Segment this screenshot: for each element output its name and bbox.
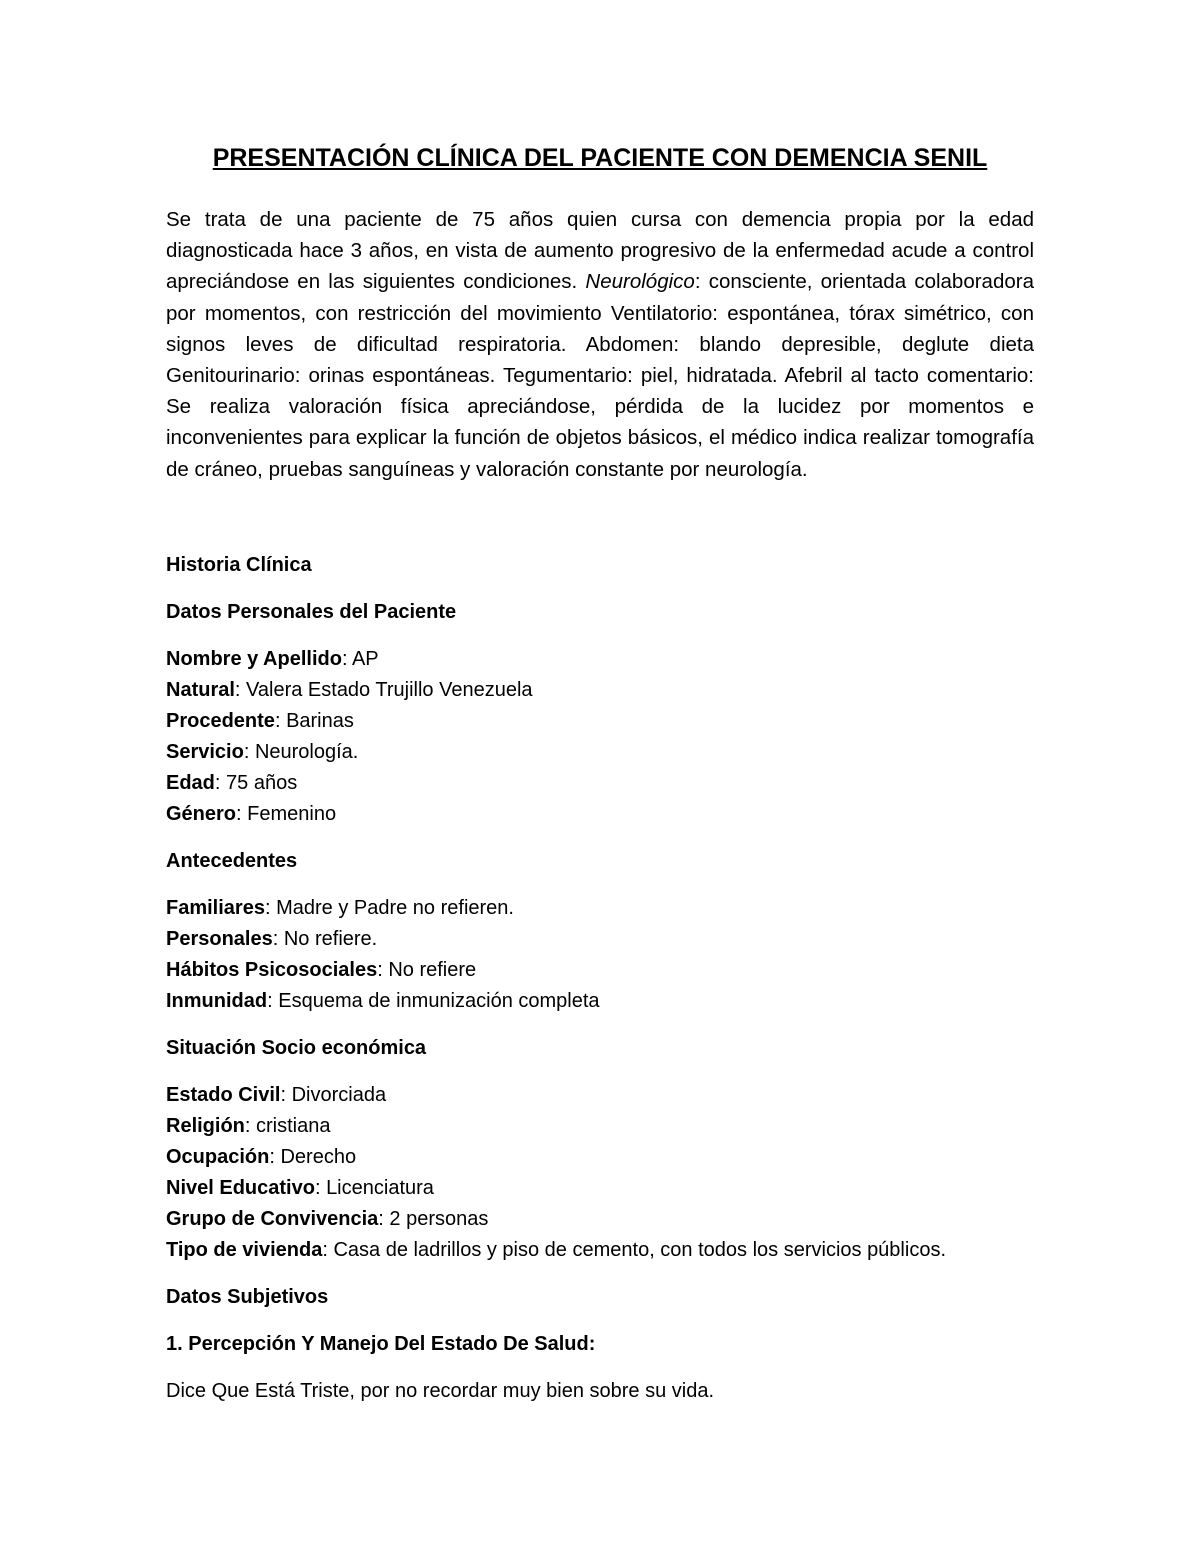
- field-value: AP: [351, 647, 379, 670]
- field-habitos: Hábitos Psicosociales: No refiere: [166, 958, 477, 981]
- field-label: Familiares: [166, 896, 265, 919]
- field-estado-civil: Estado Civil: Divorciada: [166, 1083, 387, 1106]
- field-value: 75 años: [226, 771, 298, 794]
- field-value: 2 personas: [389, 1207, 489, 1230]
- field-natural: Natural: Valera Estado Trujillo Venezuela: [166, 678, 533, 701]
- field-inmunidad: Inmunidad: Esquema de inmunización completa: [166, 989, 600, 1012]
- intro-paragraph: [166, 204, 1034, 485]
- field-label: Género: [166, 802, 237, 825]
- field-familiares: Familiares: Madre y Padre no refieren.: [166, 896, 514, 919]
- field-tipo-vivienda: Tipo de vivienda: Casa de ladrillos y piso de cemento, con todos los servicios públicos.: [166, 1238, 946, 1261]
- field-value: Valera Estado Trujillo Venezuela: [246, 678, 533, 701]
- field-value: Casa de ladrillos y piso de cemento, con todos los servicios públicos.: [333, 1238, 946, 1261]
- field-value: cristiana: [256, 1114, 331, 1137]
- document-title: PRESENTACIÓN CLÍNICA DEL PACIENTE CON DEMENCIA SENIL: [212, 144, 988, 172]
- field-ocupacion: Ocupación: Derecho: [166, 1145, 357, 1168]
- field-value: Neurología.: [254, 740, 359, 763]
- field-religion: Religión: cristiana: [166, 1114, 331, 1137]
- field-value: Femenino: [247, 802, 337, 825]
- antecedentes-list: [166, 893, 1034, 1017]
- field-label: Inmunidad: [166, 989, 268, 1012]
- field-label: Edad: [166, 771, 215, 794]
- field-servicio: Servicio: Neurología.: [166, 740, 359, 763]
- document-page: [166, 140, 1034, 1407]
- situacion-socioeconomica-heading: Situación Socio económica: [166, 1036, 427, 1059]
- datos-subjetivos-heading: Datos Subjetivos: [166, 1285, 329, 1308]
- percepcion-text: Dice Que Está Triste, por no recordar muy bien sobre su vida.: [166, 1379, 715, 1402]
- field-value: Madre y Padre no refieren.: [276, 896, 514, 919]
- field-value: Licenciatura: [326, 1176, 434, 1199]
- field-label: Hábitos Psicosociales: [166, 958, 378, 981]
- field-nivel-educativo: Nivel Educativo: Licenciatura: [166, 1176, 434, 1199]
- field-label: Estado Civil: [166, 1083, 281, 1106]
- field-value: Esquema de inmunización completa: [278, 989, 600, 1012]
- field-value: No refiere.: [283, 927, 378, 950]
- field-label: Religión: [166, 1114, 245, 1137]
- field-value: Divorciada: [291, 1083, 387, 1106]
- field-value: Barinas: [286, 709, 354, 732]
- field-label: Natural: [166, 678, 235, 701]
- field-value: No refiere: [388, 958, 477, 981]
- antecedentes-heading: Antecedentes: [166, 849, 298, 872]
- field-label: Servicio: [166, 740, 244, 763]
- field-grupo-convivencia: Grupo de Convivencia: 2 personas: [166, 1207, 489, 1230]
- intro-text-start: Se trata de una paciente de 75 años quien cursa con demencia propia por la edad diagnosticada hace 3 años, en vista de aumento progresivo de la enfermedad acude a control apreciándose en las siguientes condiciones.: [166, 208, 1034, 294]
- field-label: Nivel Educativo: [166, 1176, 315, 1199]
- intro-text-end: : consciente, orientada colaboradora por momentos, con restricción del movimiento Ventilatorio: espontánea, tórax simétrico, con signos leves de dificultad respiratoria. Abdomen: blando depresible, deglute dieta Genitourinario: orinas espontáneas. Tegumentario: piel, hidratada. Afebril al tacto comentario: Se realiza valoración física apreciándose, pérdida de la lucidez por momentos e inconvenientes para explicar la función de objetos básicos, el médico indica realizar tomografía de cráneo, pruebas sanguíneas y valoración constante por neurología.: [166, 270, 1034, 481]
- field-procedente: Procedente: Barinas: [166, 709, 354, 732]
- percepcion-heading: 1. Percepción Y Manejo Del Estado De Salud:: [166, 1332, 596, 1355]
- field-label: Grupo de Convivencia: [166, 1207, 379, 1230]
- datos-personales-list: [166, 644, 1034, 830]
- field-value: Derecho: [280, 1145, 357, 1168]
- field-label: Personales: [166, 927, 273, 950]
- field-label: Nombre y Apellido: [166, 647, 342, 670]
- field-genero: Género: Femenino: [166, 802, 337, 825]
- field-nombre: Nombre y Apellido: AP: [166, 647, 379, 670]
- field-label: Tipo de vivienda: [166, 1238, 323, 1261]
- historia-clinica-heading: Historia Clínica: [166, 553, 312, 576]
- situacion-list: [166, 1080, 1034, 1266]
- field-label: Ocupación: [166, 1145, 270, 1168]
- field-personales: Personales: No refiere.: [166, 927, 378, 950]
- field-label: Procedente: [166, 709, 275, 732]
- intro-italic-term: Neurológico: [585, 270, 695, 294]
- field-edad: Edad: 75 años: [166, 771, 298, 794]
- datos-personales-heading: Datos Personales del Paciente: [166, 600, 457, 623]
